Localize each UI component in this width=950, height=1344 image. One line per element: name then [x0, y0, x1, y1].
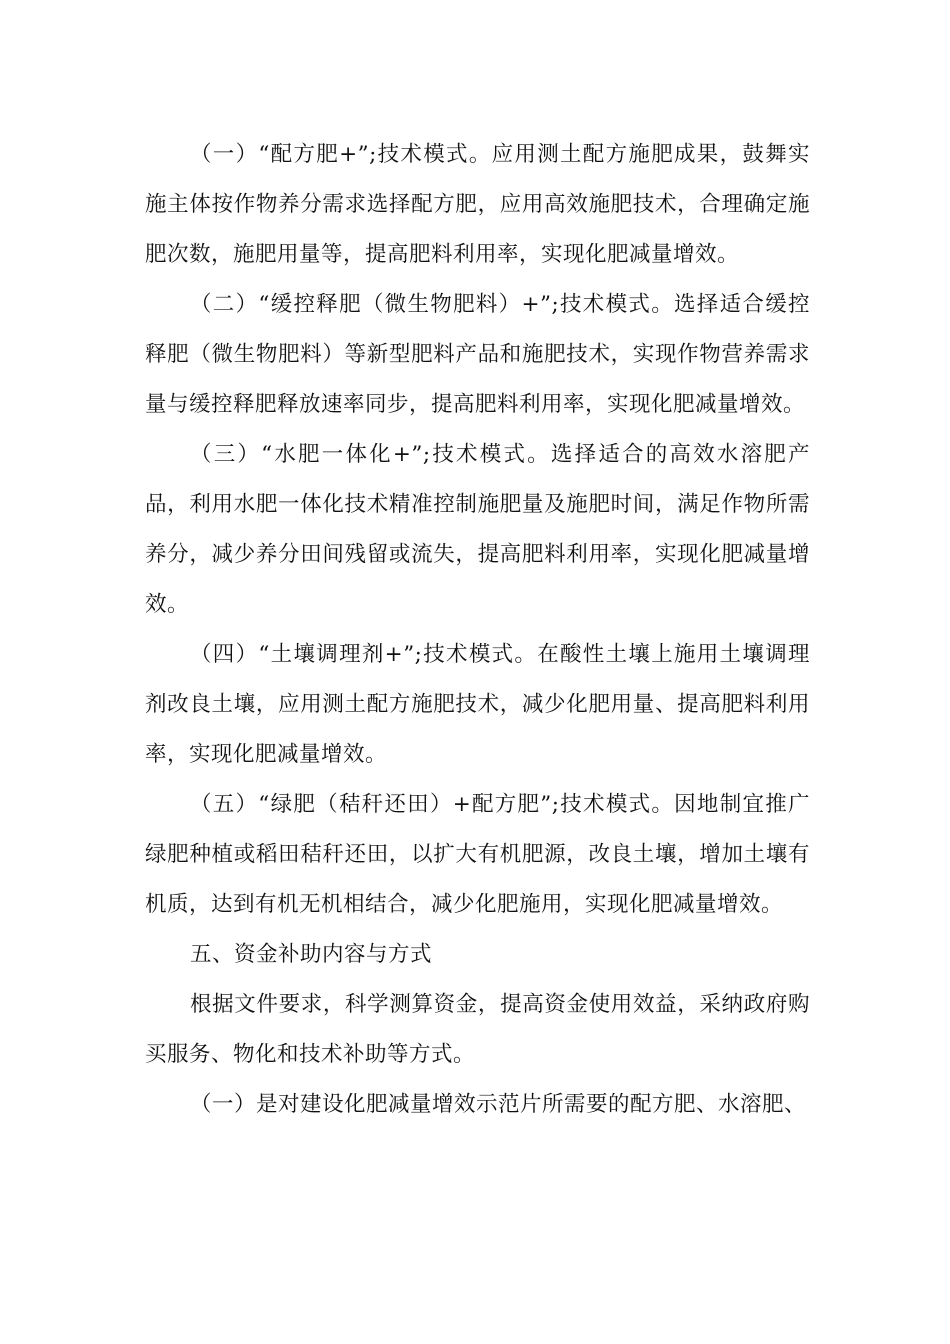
document-body [145, 130, 810, 1130]
paragraph-soil-conditioner-mode: （四）“土壤调理剂+”;技术模式。在酸性土壤上施用土壤调理剂改良土壤，应用测土配方施肥技术，减少化肥用量、提高肥料利用率，实现化肥减量增效。 [145, 642, 810, 767]
paragraph-formula-fertilizer-mode: （一）“配方肥+”;技术模式。应用测土配方施肥成果，鼓舞实施主体按作物养分需求选择配方肥，应用高效施肥技术，合理确定施肥次数，施肥用量等，提高肥料利用率，实现化肥减量增效。 [145, 142, 810, 267]
paragraph-controlled-release-mode: （二）“缓控释肥（微生物肥料）+”;技术模式。选择适合缓控释肥（微生物肥料）等新型肥料产品和施肥技术，实现作物营养需求量与缓控释肥释放速率同步，提高肥料利用率，实现化肥减量增效。 [145, 292, 810, 417]
paragraph-green-manure-mode: （五）“绿肥（秸秆还田）+配方肥”;技术模式。因地制宜推广绿肥种植或稻田秸秆还田，以扩大有机肥源，改良土壤，增加土壤有机质，达到有机无机相结合，减少化肥施用，实现化肥减量增效。 [145, 792, 810, 917]
paragraph-funding-item-one: （一）是对建设化肥减量增效示范片所需要的配方肥、水溶肥、 [190, 1092, 807, 1117]
section-heading-funding: 五、资金补助内容与方式 [190, 942, 433, 967]
paragraph-water-fertilizer-mode: （三）“水肥一体化+”;技术模式。选择适合的高效水溶肥产品，利用水肥一体化技术精准控制施肥量及施肥时间，满足作物所需养分，减少养分田间残留或流失，提高肥料利用率，实现化肥减量增效。 [145, 442, 810, 617]
paragraph-funding-approach: 根据文件要求，科学测算资金，提高资金使用效益，采纳政府购买服务、物化和技术补助等方式。 [145, 992, 810, 1067]
